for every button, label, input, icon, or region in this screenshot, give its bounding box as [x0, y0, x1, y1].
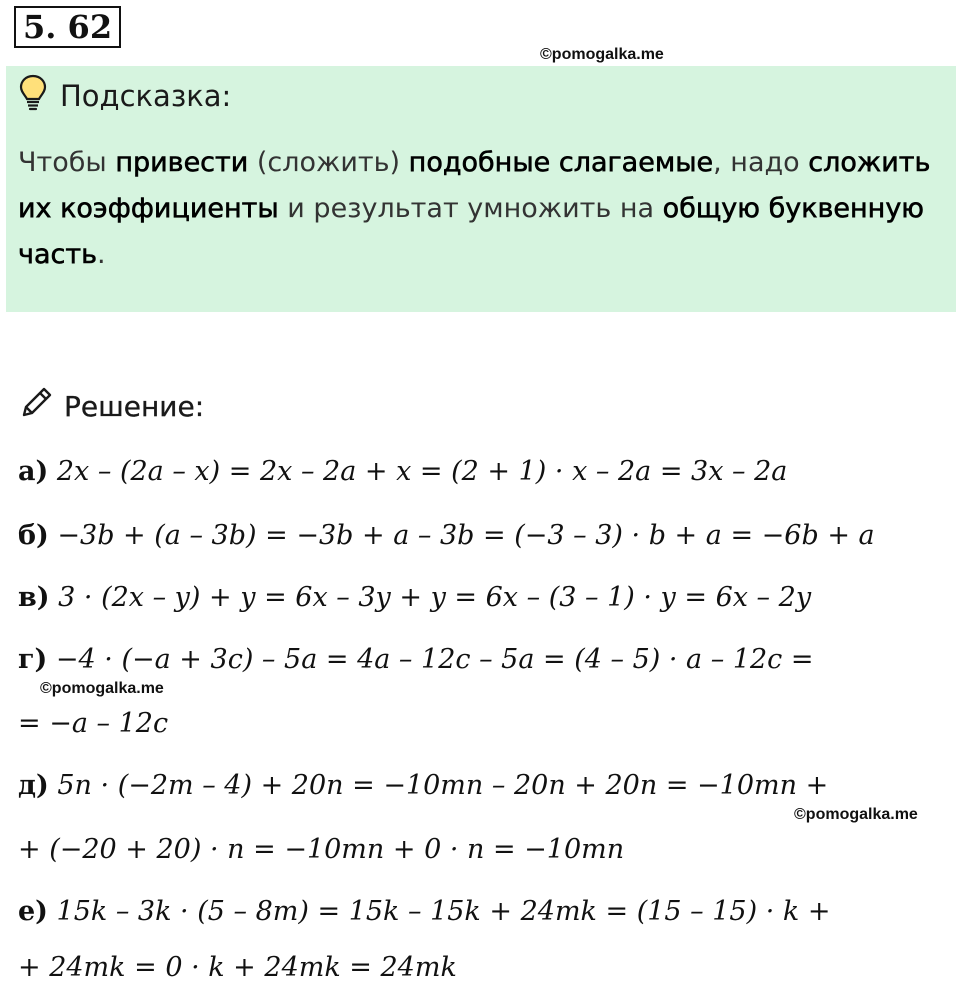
hint-text-part: .	[96, 239, 106, 270]
hint-text-part: Чтобы	[18, 147, 116, 178]
hint-text-bold: привести	[115, 147, 249, 178]
hint-text-bold: сложить их коэффициенты	[18, 147, 931, 224]
watermark: ©pomogalka.me	[540, 46, 664, 63]
line-expression: = −a – 12c	[18, 708, 169, 739]
solution-line-e-cont	[18, 948, 457, 988]
line-expression: + (−20 + 20) · n = −10mn + 0 · n = −10mn	[18, 834, 625, 865]
lightbulb-icon	[18, 74, 48, 119]
line-expression: 5n · (−2m – 4) + 20n = −10mn – 20n + 20n = −10mn +	[57, 770, 829, 801]
hint-text-bold: подобные слагаемые	[408, 147, 714, 178]
line-expression: + 24mk = 0 · k + 24mk = 24mk	[18, 952, 457, 983]
watermark: ©pomogalka.me	[40, 680, 164, 697]
line-label: в)	[18, 582, 50, 613]
solution-line-e	[18, 892, 830, 932]
solution-line-g-cont	[18, 704, 168, 744]
line-expression: −3b + (a – 3b) = −3b + a – 3b = (−3 – 3) · b + a = −6b + a	[57, 520, 875, 551]
hint-text-part: и результат умножить на	[278, 193, 663, 224]
task-number: 5. 62	[14, 6, 121, 48]
hint-title: Подсказка:	[60, 79, 232, 113]
hint-text-bold: общую буквенную часть	[18, 193, 925, 270]
hint-text-part: (сложить)	[248, 147, 409, 178]
hint-text	[18, 140, 938, 278]
hint-header	[18, 76, 231, 116]
line-label: е)	[18, 896, 48, 927]
solution-line-v	[18, 578, 811, 618]
solution-title: Решение:	[64, 389, 205, 423]
line-label: б)	[18, 520, 49, 551]
solution-line-d-cont	[18, 830, 624, 870]
hint-text-part: , надо	[713, 147, 809, 178]
line-label: а)	[18, 456, 49, 487]
solution-line-a	[18, 452, 787, 492]
line-expression: −4 · (−a + 3c) – 5a = 4a – 12c – 5a = (4 – 5) · a – 12c =	[55, 644, 814, 675]
line-label: г)	[18, 644, 48, 675]
solution-line-b	[18, 516, 875, 556]
line-label: д)	[18, 770, 49, 801]
solution-header	[18, 384, 204, 428]
line-expression: 15k – 3k · (5 – 8m) = 15k – 15k + 24mk = (15 – 15) · k +	[56, 896, 831, 927]
pencil-icon	[18, 385, 54, 428]
watermark: ©pomogalka.me	[794, 806, 918, 823]
solution-line-d	[18, 766, 828, 806]
line-expression: 3 · (2x – y) + y = 6x – 3y + y = 6x – (3 – 1) · y = 6x – 2y	[58, 582, 812, 613]
solution-line-g	[18, 640, 814, 680]
line-expression: 2x – (2a – x) = 2x – 2a + x = (2 + 1) · x – 2a = 3x – 2a	[56, 456, 788, 487]
